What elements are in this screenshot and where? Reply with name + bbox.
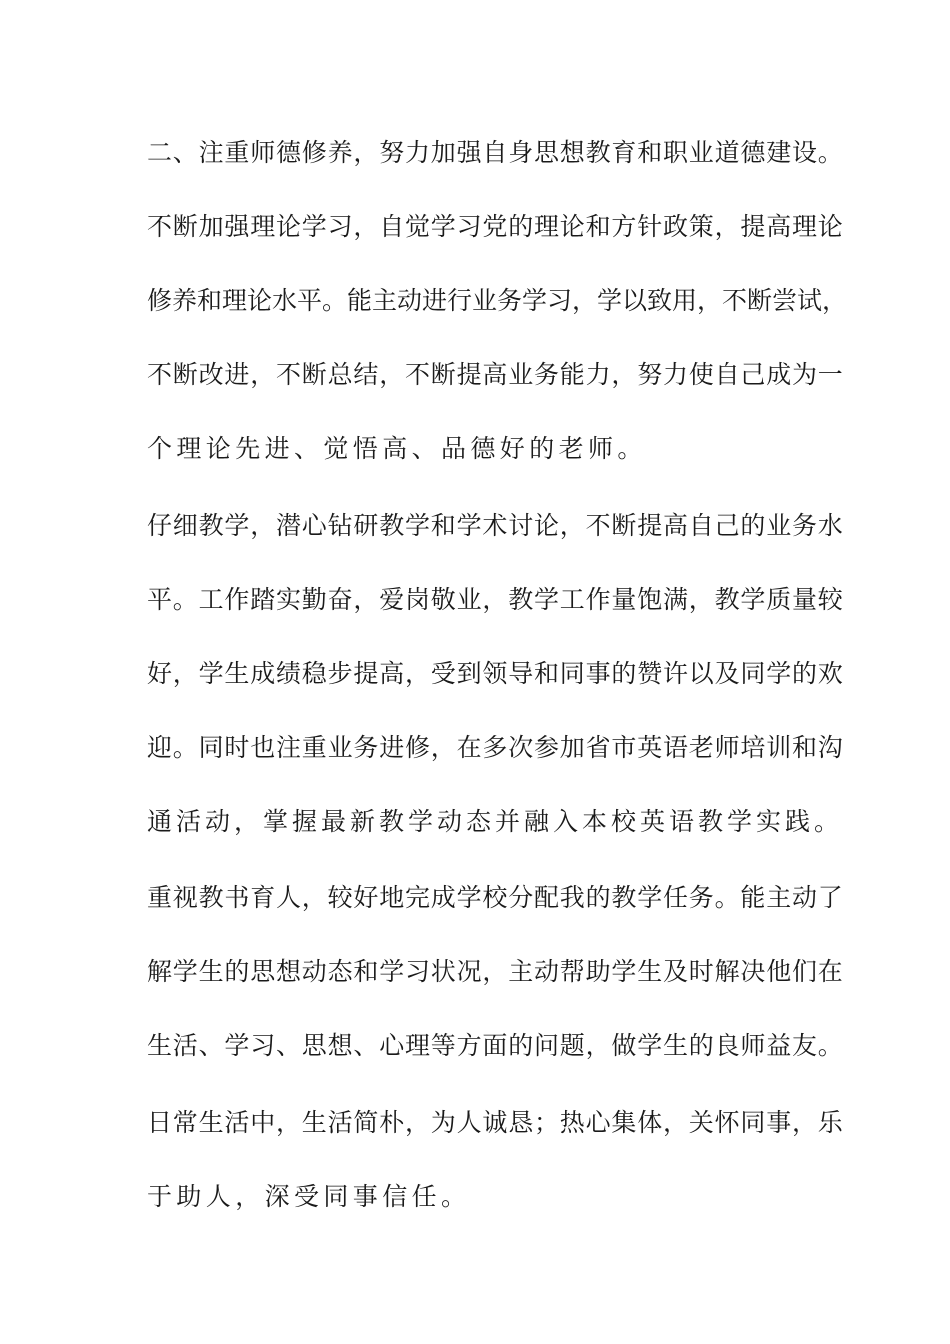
text-line: 迎。同时也注重业务进修，在多次参加省市英语老师培训和沟: [147, 733, 844, 762]
text-line: 日常生活中，生活简朴，为人诚恳；热心集体，关怀同事，乐: [147, 1108, 844, 1137]
text-line: 不断加强理论学习，自觉学习党的理论和方针政策，提高理论: [147, 212, 844, 241]
text-line: 不断改进，不断总结，不断提高业务能力，努力使自己成为一: [147, 360, 844, 389]
text-line: 解学生的思想动态和学习状况，主动帮助学生及时解决他们在: [147, 957, 844, 986]
text-line: 二、注重师德修养，努力加强自身思想教育和职业道德建设。: [147, 138, 844, 167]
text-line: 重视教书育人，较好地完成学校分配我的教学任务。能主动了: [147, 883, 844, 912]
text-line: 生活、学习、思想、心理等方面的问题，做学生的良师益友。: [147, 1031, 844, 1060]
text-line: 仔细教学，潜心钻研教学和学术讨论，不断提高自己的业务水: [147, 511, 844, 540]
text-line: 好，学生成绩稳步提高，受到领导和同事的赞许以及同学的欢: [147, 659, 844, 688]
text-line: 于助人，深受同事信任。: [147, 1182, 471, 1211]
text-line: 个理论先进、觉悟高、品德好的老师。: [147, 434, 647, 463]
text-line: 修养和理论水平。能主动进行业务学习，学以致用，不断尝试，: [147, 286, 848, 315]
text-line: 平。工作踏实勤奋，爱岗敬业，教学工作量饱满，教学质量较: [147, 585, 844, 614]
text-line: 通活动，掌握最新教学动态并融入本校英语教学实践。: [147, 807, 844, 836]
